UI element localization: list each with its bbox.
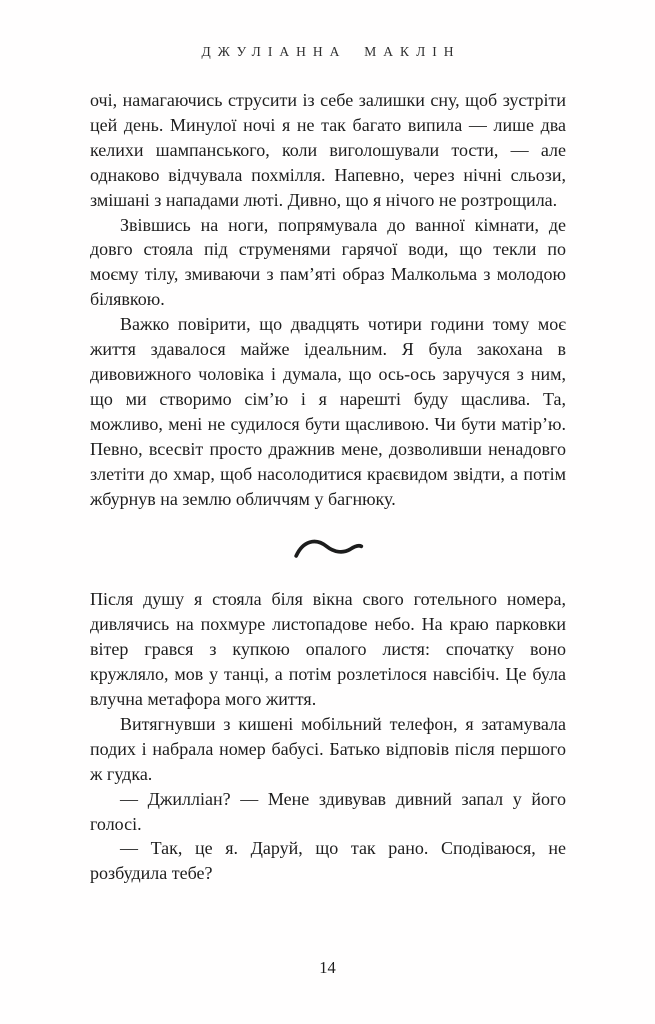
running-header-author: ДЖУЛІАННА МАКЛІН <box>201 44 461 59</box>
paragraph-7-dialogue: — Так, це я. Даруй, що так рано. Сподіваюся, не розбудила тебе? <box>90 838 566 884</box>
paragraph-2: Звівшись на ноги, попрямувала до ванної кімнати, де довго стояла під струменями гарячої води, що текли по моєму тілу, змиваючи з пам’яті образ Малкольма з молодою білявкою. <box>90 214 566 310</box>
swash-tilde-icon <box>291 535 365 565</box>
section-separator <box>90 533 566 567</box>
paragraph-6-dialogue: — Джилліан? — Мене здивував дивний запал у його голосі. <box>90 788 566 834</box>
paragraph-1: очі, намагаючись струсити із себе залишки сну, щоб зустріти цей день. Минулої ночі я не так багато випила — лише два келихи шампанського, коли виголошували тости, — але однаково відчувала похмілля. Напевно, через нічні сльози, змішані з нападами люті. Дивно, що я нічого не розтрощила. <box>90 90 566 210</box>
text-block <box>90 88 566 886</box>
paragraph-3: Важко повірити, що двадцять чотири години тому моє життя здавалося майже ідеальним. Я була закохана в дивовижного чоловіка і думала, що ось-ось заручуся з ним, що ми створимо сім’ю і я нарешті буду щаслива. Та, можливо, мені не судилося бути щасливою. Чи бути матір’ю. Певно, всесвіт просто дражнив мене, дозволивши ненадовго злетіти до хмар, щоб насолодитися краєвидом звідти, а потім жбурнув на землю обличчям у багнюку. <box>90 314 566 509</box>
paragraph-4: Після душу я стояла біля вікна свого готельного номера, дивлячись на похмуре листопадове небо. На краю парковки вітер грався з купкою опалого листя: спочатку воно кружляло, мов у танці, а потім розлетілося навсібіч. Це була влучна метафора мого життя. <box>90 589 566 710</box>
paragraph-5: Витягнувши з кишені мобільний телефон, я затамувала подих і набрала номер бабусі. Батько відповів після першого ж гудка. <box>90 713 566 784</box>
page-number: 14 <box>319 958 336 977</box>
